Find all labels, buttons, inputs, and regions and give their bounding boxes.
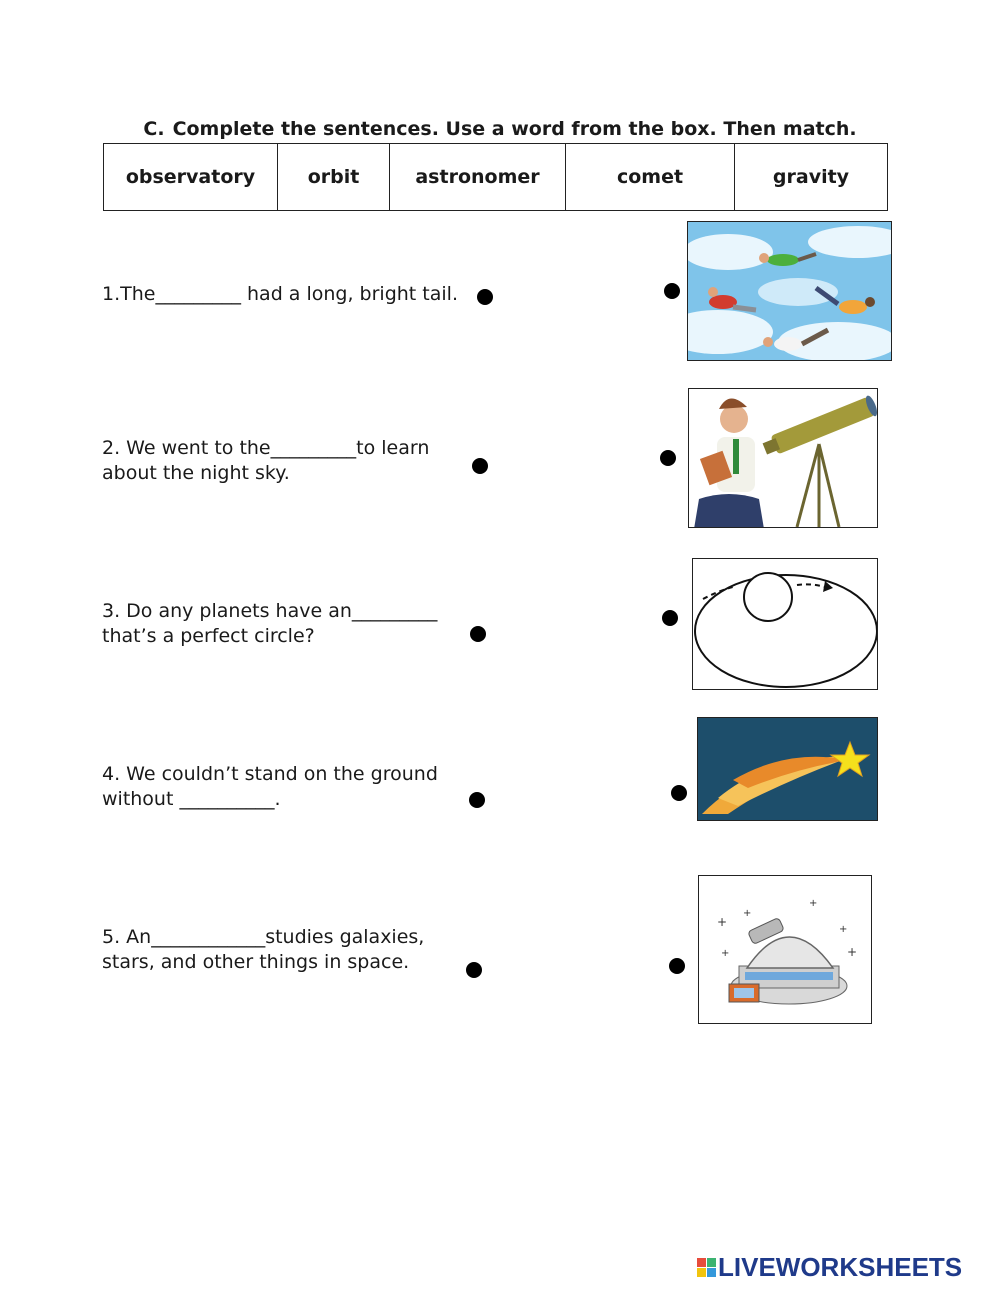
sentence-5 [102,925,424,975]
match-dot-left-1[interactable] [477,289,493,305]
match-dot-right-5[interactable] [669,958,685,974]
match-dot-right-4[interactable] [671,785,687,801]
sentence-3 [102,599,437,649]
svg-text:+: + [839,924,848,935]
svg-text:+: + [743,908,752,919]
svg-text:+: + [847,945,858,959]
sentence-2-line-1: 2. We went to the_________to learn [102,437,430,459]
sentence-4 [102,762,438,812]
match-dot-right-2[interactable] [660,450,676,466]
section-letter: C. [143,118,165,140]
orbit-diagram-image [692,558,878,690]
logo-grid-icon [697,1258,716,1277]
word-box [103,143,888,211]
match-dot-left-2[interactable] [472,458,488,474]
svg-text:+: + [809,898,818,909]
observatory-image [698,875,872,1024]
instructions-text: Complete the sentences. Use a word from the box. Then match. [172,118,857,140]
sentence-5-line-1: 5. An____________studies galaxies, [102,926,425,948]
sentence-1-line-1: 1.The_________ had a long, bright tail. [102,283,458,305]
liveworksheets-logo [697,1252,962,1283]
word-astronomer: astronomer [390,144,566,210]
match-dot-left-4[interactable] [469,792,485,808]
instructions-heading [100,118,900,140]
word-comet: comet [566,144,735,210]
match-dot-right-1[interactable] [664,283,680,299]
match-dot-right-3[interactable] [662,610,678,626]
astronomer-telescope-image [688,388,878,528]
match-dot-left-3[interactable] [470,626,486,642]
sentence-5-line-2: stars, and other things in space. [102,951,410,973]
svg-text:+: + [717,915,728,929]
sentence-3-line-2: that’s a perfect circle? [102,625,315,647]
word-orbit: orbit [278,144,390,210]
word-observatory: observatory [104,144,278,210]
match-dot-left-5[interactable] [466,962,482,978]
comet-image [697,717,878,821]
sentence-3-line-1: 3. Do any planets have an_________ [102,600,438,622]
svg-text:+: + [721,948,730,959]
word-gravity: gravity [772,166,850,188]
sentence-4-line-1: 4. We couldn’t stand on the ground [102,763,438,785]
brand-name: LIVEWORKSHEETS [718,1252,963,1282]
sentence-1 [102,282,458,307]
sentence-4-line-2: without __________. [102,788,281,810]
sentence-2-line-2: about the night sky. [102,462,290,484]
sentence-2 [102,436,429,486]
people-floating-image [687,221,892,361]
